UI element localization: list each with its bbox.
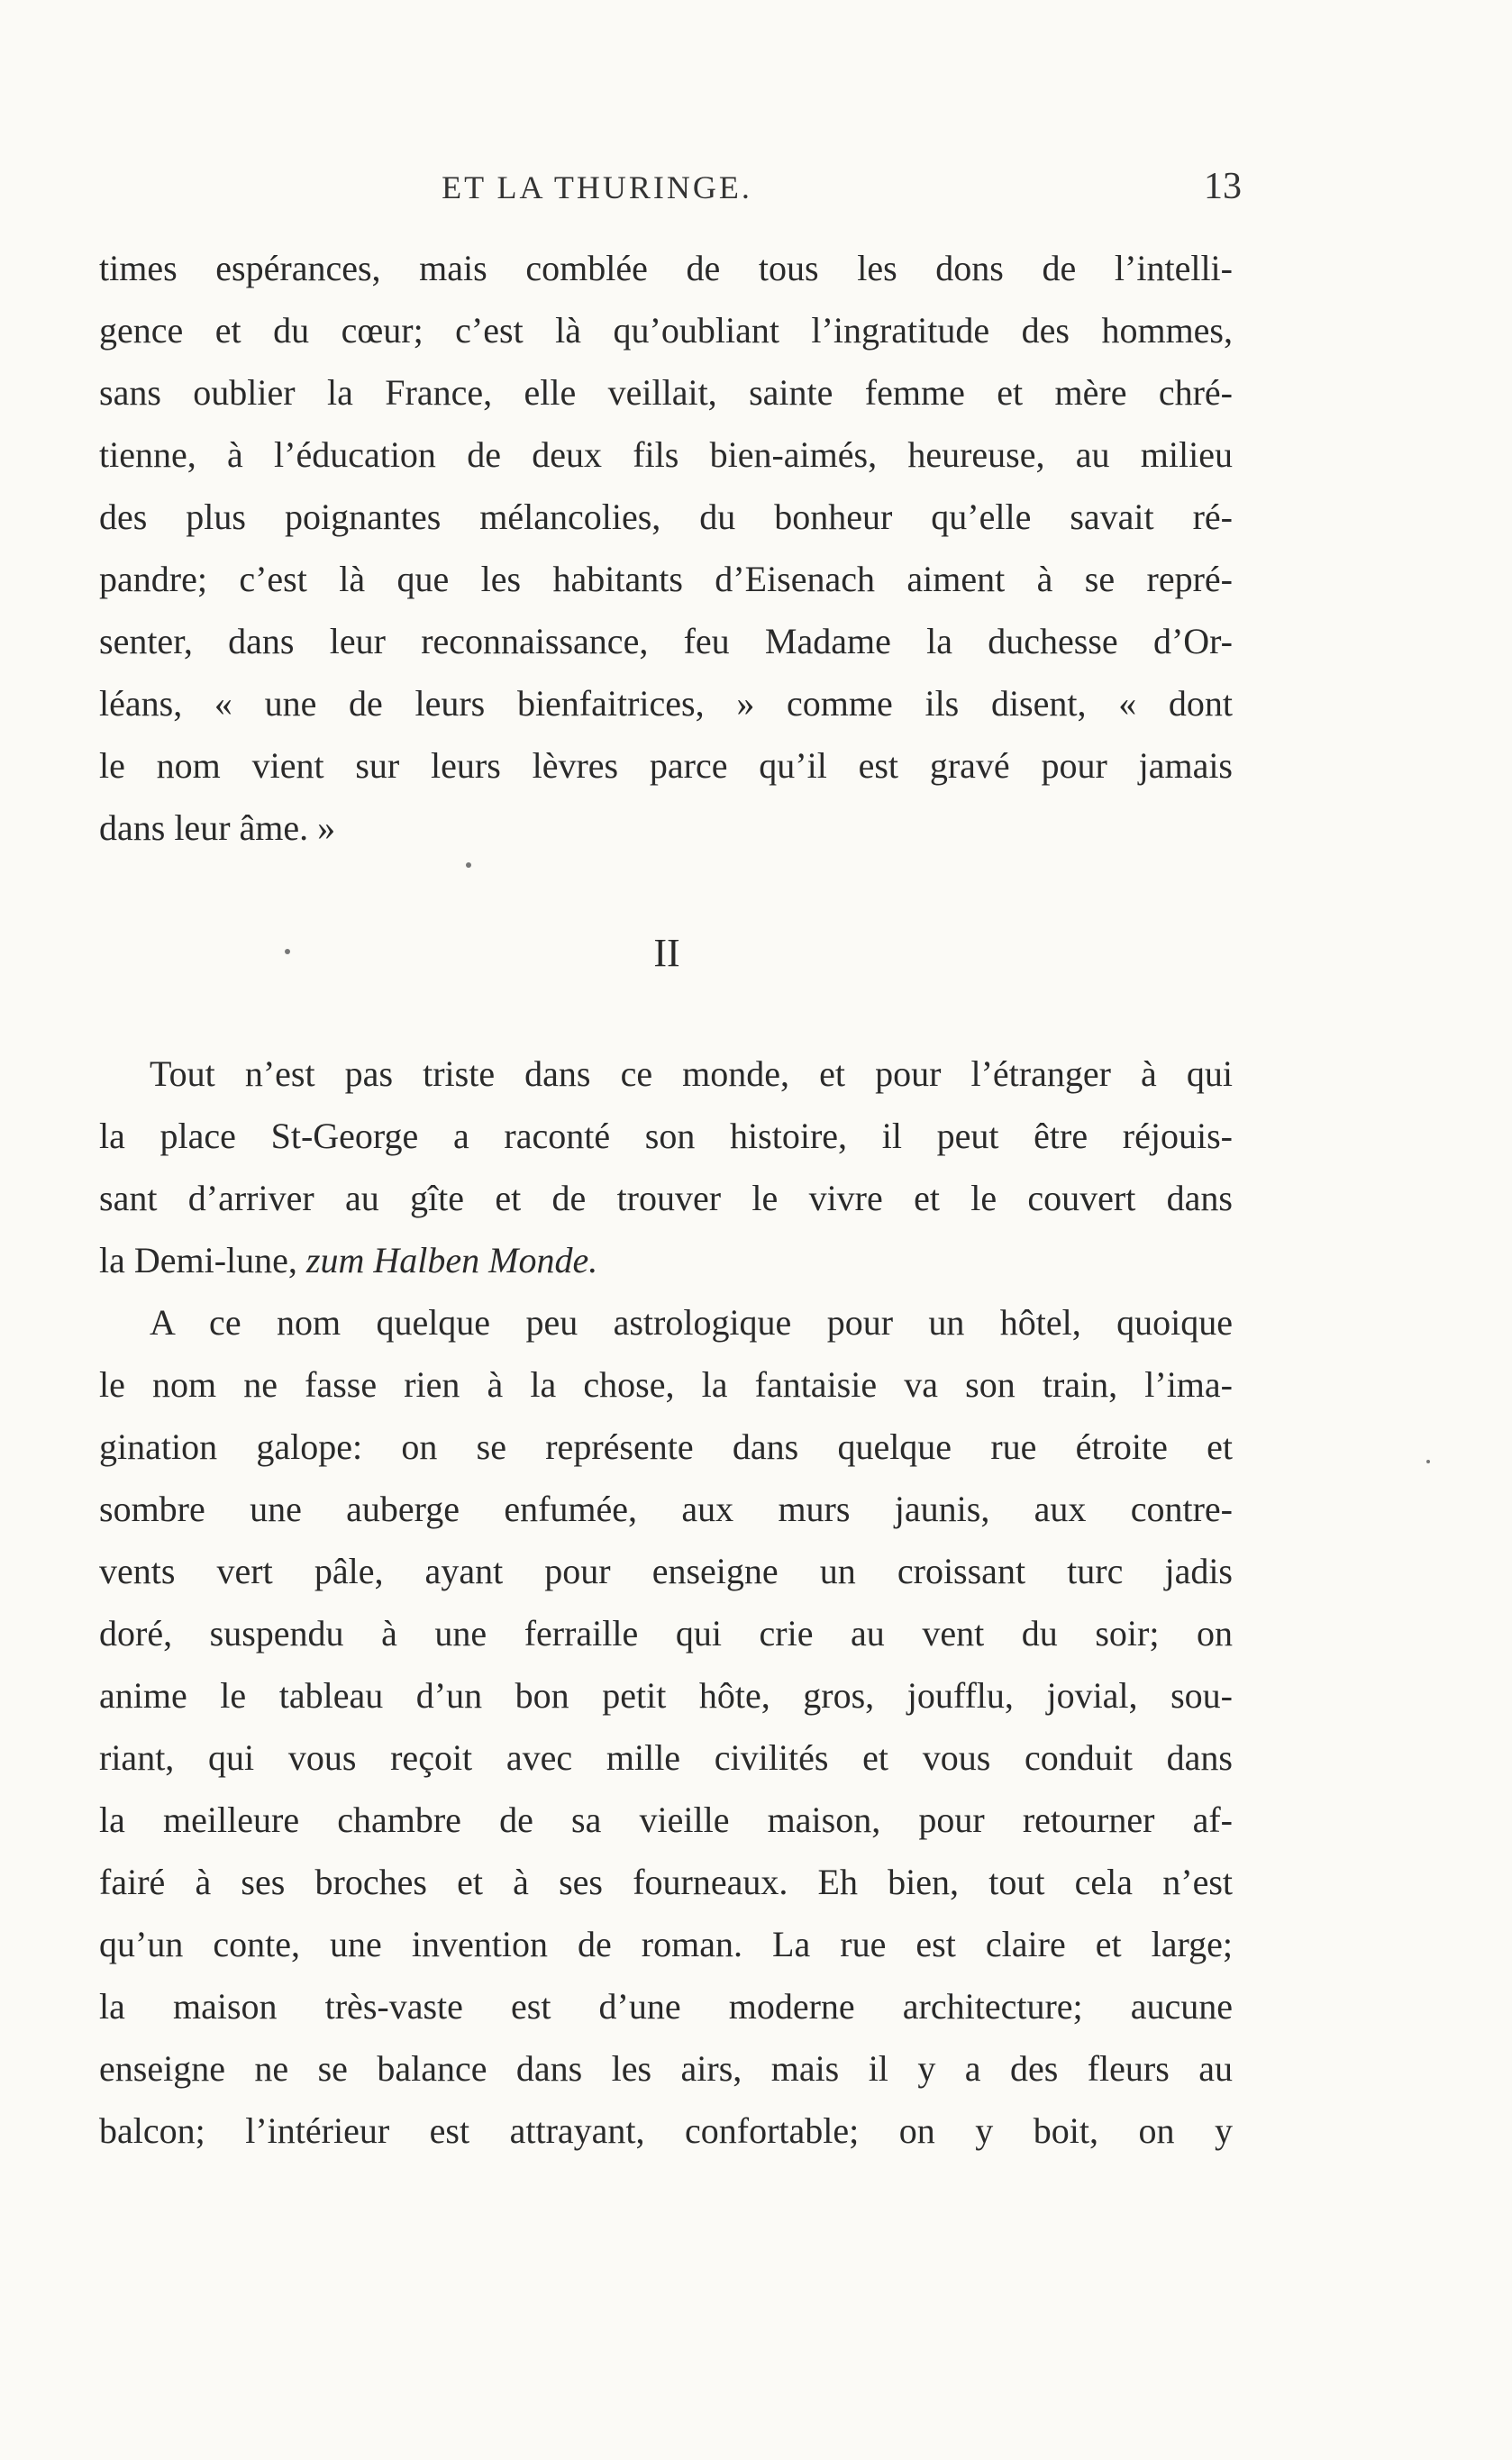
text-line: vents vert pâle, ayant pour enseigne un croissant turc jadis: [99, 1551, 1233, 1591]
ink-speck: [1426, 1460, 1430, 1463]
text-line: riant, qui vous reçoit avec mille civilités et vous conduit dans: [99, 1737, 1233, 1778]
text-line: [99, 1229, 1233, 1291]
running-title: ET LA THURINGE.: [442, 169, 752, 205]
text-line: balcon; l’intérieur est attrayant, confortable; on y boit, on y: [99, 2110, 1233, 2151]
text-line: sans oublier la France, elle veillait, sainte femme et mère chré-: [99, 372, 1233, 413]
ink-speck: [466, 862, 471, 868]
page-number: 13: [1204, 166, 1242, 207]
section-number: II: [653, 931, 680, 975]
text-line: times espérances, mais comblée de tous les dons de l’intelli-: [99, 248, 1233, 288]
text-line: la place St-George a raconté son histoire, il peut être réjouis-: [99, 1116, 1233, 1156]
text-line: des plus poignantes mélancolies, du bonheur qu’elle savait ré-: [99, 497, 1233, 537]
text-line: gence et du cœur; c’est là qu’oubliant l’ingratitude des hommes,: [99, 310, 1233, 351]
text-line: pandre; c’est là que les habitants d’Eisenach aiment à se repré-: [99, 559, 1233, 599]
text-line: le nom ne fasse rien à la chose, la fantaisie va son train, l’ima-: [99, 1364, 1233, 1405]
text-line: la meilleure chambre de sa vieille maison, pour retourner af-: [99, 1799, 1233, 1840]
text-span: la Demi-lune,: [99, 1240, 306, 1280]
text-line: Tout n’est pas triste dans ce monde, et pour l’étranger à qui: [150, 1053, 1233, 1094]
text-line: léans, « une de leurs bienfaitrices, » comme ils disent, « dont: [99, 683, 1233, 724]
italic-phrase: zum Halben Monde.: [305, 1240, 598, 1280]
text-line: enseigne ne se balance dans les airs, mais il y a des fleurs au: [99, 2048, 1233, 2089]
text-line: tienne, à l’éducation de deux fils bien-aimés, heureuse, au milieu: [99, 434, 1233, 475]
text-line: la maison très-vaste est d’une moderne architecture; aucune: [99, 1986, 1233, 2027]
text-line: anime le tableau d’un bon petit hôte, gros, joufflu, jovial, sou-: [99, 1675, 1233, 1716]
text-line: qu’un conte, une invention de roman. La rue est claire et large;: [99, 1924, 1233, 1964]
text-line: senter, dans leur reconnaissance, feu Madame la duchesse d’Or-: [99, 621, 1233, 661]
paragraph-2: [99, 1043, 1233, 2162]
paragraph-1: [99, 237, 1233, 859]
text-line: sombre une auberge enfumée, aux murs jaunis, aux contre-: [99, 1489, 1233, 1529]
text-line: sant d’arriver au gîte et de trouver le vivre et le couvert dans: [99, 1178, 1233, 1218]
page-header: [0, 165, 1512, 210]
text-line: le nom vient sur leurs lèvres parce qu’il est gravé pour jamais: [99, 745, 1233, 786]
text-line: fairé à ses broches et à ses fourneaux. Eh bien, tout cela n’est: [99, 1862, 1233, 1902]
text-line: dans leur âme. »: [99, 807, 336, 848]
text-line: gination galope: on se représente dans quelque rue étroite et: [99, 1426, 1233, 1467]
text-line: doré, suspendu à une ferraille qui crie au vent du soir; on: [99, 1613, 1233, 1654]
text-line: A ce nom quelque peu astrologique pour un hôtel, quoique: [150, 1302, 1233, 1343]
